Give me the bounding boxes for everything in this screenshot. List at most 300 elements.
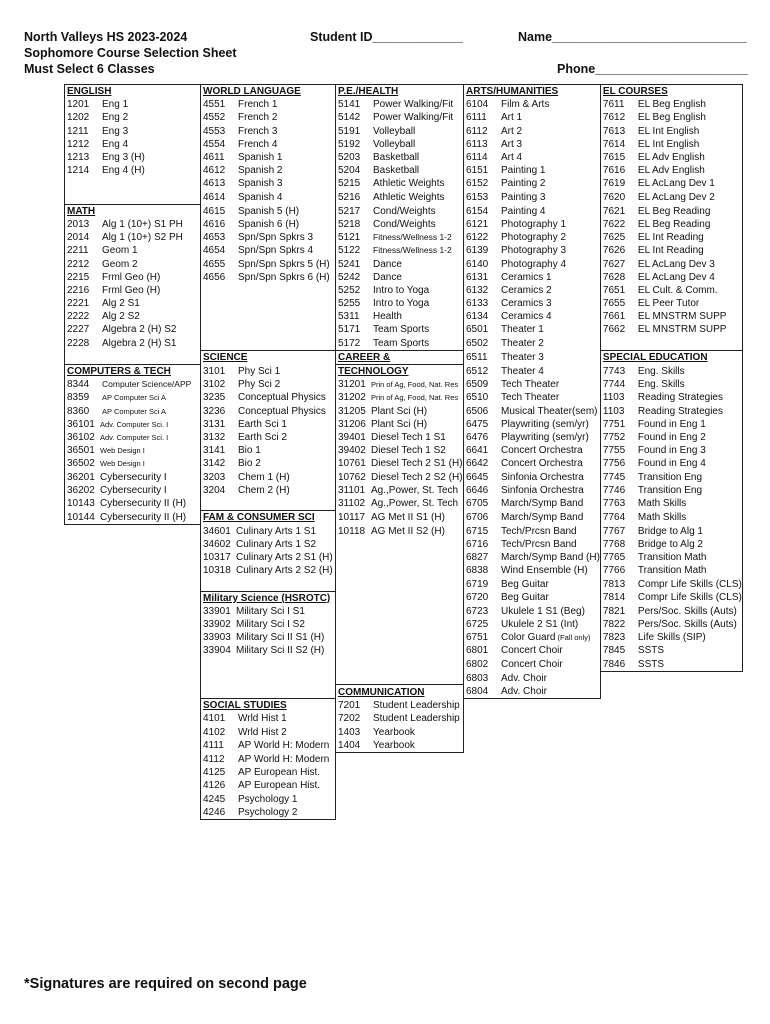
course-code: 31202 — [338, 392, 366, 404]
empty-cell — [65, 577, 201, 591]
course-title: Adv. Computer Sci. I — [100, 419, 169, 429]
course-cell[interactable] — [464, 98, 601, 111]
course-cell[interactable] — [464, 524, 601, 538]
course-cell[interactable] — [336, 739, 464, 753]
course-cell[interactable] — [464, 231, 601, 244]
course-cell[interactable] — [464, 631, 601, 644]
course-cell[interactable] — [201, 457, 336, 470]
course-code: 7823 — [602, 632, 626, 644]
blank-cell — [336, 564, 464, 577]
course-cell[interactable] — [336, 138, 464, 151]
course-cell[interactable] — [65, 444, 201, 457]
course-cell[interactable] — [65, 297, 201, 310]
course-cell[interactable] — [600, 405, 742, 418]
course-cell[interactable] — [336, 284, 464, 297]
course-title: Life Skills (SIP) — [637, 632, 706, 644]
course-cell[interactable] — [201, 125, 336, 138]
course-code: 2014 — [67, 232, 90, 244]
course-cell[interactable] — [464, 538, 601, 551]
course-cell[interactable] — [336, 231, 464, 244]
course-cell[interactable] — [464, 618, 601, 631]
course-cell[interactable] — [600, 457, 742, 470]
course-cell[interactable] — [65, 310, 201, 323]
course-cell[interactable] — [201, 418, 336, 431]
course-cell[interactable] — [600, 218, 742, 231]
course-title: Alg 1 (10+) S2 PH — [102, 232, 183, 244]
course-code: 7628 — [602, 271, 626, 283]
course-cell[interactable] — [464, 337, 601, 351]
course-cell[interactable] — [65, 431, 201, 444]
table-row — [65, 125, 743, 138]
course-cell[interactable] — [336, 191, 464, 205]
course-title: Diesel Tech 1 S2 — [371, 445, 446, 457]
course-cell[interactable] — [201, 204, 336, 218]
course-cell[interactable] — [201, 364, 336, 378]
course-cell[interactable] — [600, 271, 742, 284]
course-cell[interactable] — [201, 98, 336, 111]
course-title: Prin of Ag, Food, Nat. Res — [371, 393, 459, 403]
name-field[interactable]: Name____________________________ — [518, 30, 747, 44]
course-title: Fitness/Wellness 1-2 — [373, 232, 452, 243]
course-cell[interactable] — [464, 577, 601, 591]
course-cell[interactable] — [201, 444, 336, 457]
course-cell[interactable] — [464, 350, 601, 364]
course-cell[interactable] — [464, 204, 601, 218]
course-title: Ukulele 1 S1 (Beg) — [501, 605, 585, 617]
table-row — [65, 538, 743, 551]
empty-cell — [464, 726, 601, 739]
course-cell[interactable] — [336, 444, 464, 457]
course-cell[interactable] — [65, 418, 201, 431]
course-cell[interactable] — [201, 564, 336, 577]
table-row — [65, 511, 743, 525]
course-cell[interactable] — [65, 391, 201, 404]
course-cell[interactable] — [336, 125, 464, 138]
course-cell[interactable] — [65, 98, 201, 111]
course-cell[interactable] — [464, 125, 601, 138]
course-cell[interactable] — [464, 551, 601, 564]
course-cell[interactable] — [600, 497, 742, 511]
course-cell[interactable] — [65, 271, 201, 284]
course-code: 8359 — [67, 392, 90, 404]
course-code: 10317 — [203, 552, 231, 564]
course-title: Conceptual Physics — [238, 392, 326, 404]
course-code: 4102 — [203, 726, 226, 738]
course-cell[interactable] — [600, 431, 742, 444]
course-cell[interactable] — [464, 418, 601, 431]
course-cell[interactable] — [464, 378, 601, 391]
course-cell[interactable] — [600, 605, 742, 618]
course-cell[interactable] — [65, 284, 201, 297]
course-cell[interactable] — [600, 151, 742, 164]
course-code: 6506 — [466, 405, 489, 417]
course-title: EL AcLang Dev 4 — [637, 271, 715, 283]
course-cell[interactable] — [600, 418, 742, 431]
course-cell[interactable] — [201, 644, 336, 657]
empty-cell — [600, 792, 742, 805]
table-row — [65, 591, 743, 605]
course-cell[interactable] — [201, 551, 336, 564]
course-cell[interactable] — [201, 164, 336, 177]
course-cell[interactable] — [464, 457, 601, 470]
course-code: 10318 — [203, 565, 231, 577]
course-code: 6641 — [466, 445, 489, 457]
course-cell[interactable] — [336, 297, 464, 310]
course-code: 6154 — [466, 205, 489, 217]
course-cell[interactable] — [201, 779, 336, 792]
empty-cell — [464, 766, 601, 779]
course-cell[interactable] — [600, 164, 742, 177]
course-code: 6104 — [466, 99, 489, 111]
course-cell[interactable] — [600, 364, 742, 378]
course-cell[interactable] — [600, 191, 742, 205]
course-cell[interactable] — [336, 257, 464, 270]
course-title: French 2 — [238, 112, 278, 124]
course-cell[interactable] — [65, 457, 201, 470]
course-cell[interactable] — [464, 164, 601, 177]
course-title: Chem 2 (H) — [238, 484, 290, 496]
course-cell[interactable] — [600, 577, 742, 591]
course-cell[interactable] — [65, 218, 201, 231]
course-title: Adv. Choir — [501, 672, 547, 684]
course-cell[interactable] — [336, 378, 464, 391]
course-cell[interactable] — [201, 792, 336, 805]
empty-cell — [65, 766, 201, 779]
course-cell[interactable] — [464, 177, 601, 190]
section-heading: FAM & CONSUMER SCI — [201, 511, 336, 525]
course-cell[interactable] — [201, 605, 336, 618]
table-row — [65, 111, 743, 124]
course-title: EL Int English — [637, 125, 700, 137]
course-cell[interactable] — [201, 470, 336, 483]
phone-field[interactable]: Phone______________________ — [557, 62, 749, 76]
course-code: 33904 — [203, 645, 231, 657]
course-cell[interactable] — [464, 244, 601, 257]
empty-cell — [65, 685, 201, 699]
course-title: Plant Sci (H) — [371, 418, 428, 430]
course-cell[interactable] — [201, 752, 336, 766]
course-cell[interactable] — [600, 524, 742, 538]
course-code: 3204 — [203, 484, 226, 496]
course-cell[interactable] — [464, 605, 601, 618]
course-code: 6134 — [466, 311, 489, 323]
course-cell[interactable] — [464, 391, 601, 404]
course-cell[interactable] — [336, 511, 464, 525]
course-title: Wind Ensemble (H) — [501, 565, 588, 577]
course-cell[interactable] — [336, 310, 464, 323]
course-cell[interactable] — [600, 125, 742, 138]
course-cell[interactable] — [600, 551, 742, 564]
course-cell[interactable] — [336, 164, 464, 177]
course-cell[interactable] — [600, 470, 742, 483]
course-cell[interactable] — [65, 231, 201, 244]
course-cell[interactable] — [336, 418, 464, 431]
course-title: Yearbook — [373, 739, 415, 751]
course-cell[interactable] — [464, 658, 601, 672]
course-cell[interactable] — [336, 323, 464, 336]
section-heading: COMPUTERS & TECH — [65, 364, 201, 378]
course-cell[interactable] — [336, 391, 464, 404]
course-cell[interactable] — [464, 364, 601, 378]
course-cell[interactable] — [464, 644, 601, 657]
course-cell[interactable] — [336, 244, 464, 257]
course-code: 6642 — [466, 458, 489, 470]
course-code: 6720 — [466, 592, 489, 604]
course-cell[interactable] — [464, 405, 601, 418]
course-cell[interactable] — [336, 470, 464, 483]
course-cell[interactable] — [201, 378, 336, 391]
course-cell[interactable] — [65, 405, 201, 418]
course-cell[interactable] — [201, 524, 336, 538]
course-cell[interactable] — [201, 231, 336, 244]
course-title: Transition Eng — [637, 471, 703, 483]
course-title: AG Met II S2 (H) — [371, 525, 445, 537]
course-cell[interactable] — [336, 177, 464, 190]
course-cell[interactable] — [65, 470, 201, 483]
course-cell[interactable] — [464, 484, 601, 497]
course-cell[interactable] — [600, 631, 742, 644]
course-title: Geom 1 — [102, 245, 138, 257]
course-cell[interactable] — [336, 98, 464, 111]
course-cell[interactable] — [464, 564, 601, 577]
course-cell[interactable] — [336, 431, 464, 444]
table-row — [65, 671, 743, 685]
section-heading: P.E./HEALTH — [336, 85, 464, 99]
course-cell[interactable] — [65, 151, 201, 164]
course-cell[interactable] — [201, 111, 336, 124]
course-cell[interactable] — [201, 631, 336, 644]
course-title: Athletic Weights — [373, 191, 445, 203]
table-row — [65, 752, 743, 766]
course-cell[interactable] — [600, 618, 742, 631]
table-row — [65, 231, 743, 244]
course-cell[interactable] — [201, 271, 336, 284]
course-title: Spn/Spn Spkrs 6 (H) — [238, 271, 330, 283]
course-cell[interactable] — [336, 699, 464, 713]
course-cell[interactable] — [201, 431, 336, 444]
course-cell[interactable] — [201, 538, 336, 551]
course-cell[interactable] — [464, 685, 601, 699]
section-heading: CAREER & — [336, 350, 464, 364]
blank-cell — [201, 671, 336, 685]
course-cell[interactable] — [65, 323, 201, 336]
course-cell[interactable] — [464, 151, 601, 164]
course-cell[interactable] — [201, 138, 336, 151]
section-heading: MATH — [65, 204, 201, 218]
course-title: French 1 — [238, 99, 278, 111]
course-cell[interactable] — [65, 257, 201, 270]
course-code: 5215 — [338, 178, 361, 190]
course-cell[interactable] — [336, 726, 464, 739]
section-heading: EL COURSES — [600, 85, 742, 99]
empty-cell — [600, 752, 742, 766]
course-cell[interactable] — [600, 177, 742, 190]
course-cell[interactable] — [65, 125, 201, 138]
course-title: Military Sci II S1 (H) — [236, 632, 325, 644]
course-cell[interactable] — [201, 806, 336, 820]
course-title: Culinary Arts 2 S2 (H) — [236, 565, 333, 577]
empty-cell — [65, 671, 201, 685]
course-code: 7751 — [602, 418, 626, 430]
course-cell[interactable] — [464, 191, 601, 205]
table-row — [65, 564, 743, 577]
course-code: 2013 — [67, 218, 90, 230]
course-cell[interactable] — [201, 151, 336, 164]
course-code: 6502 — [466, 337, 489, 349]
course-cell[interactable] — [201, 618, 336, 631]
course-cell[interactable] — [65, 244, 201, 257]
empty-cell — [65, 551, 201, 564]
course-cell[interactable] — [464, 671, 601, 685]
course-cell[interactable] — [336, 457, 464, 470]
course-cell[interactable] — [600, 444, 742, 457]
course-cell[interactable] — [600, 391, 742, 404]
course-cell[interactable] — [464, 138, 601, 151]
course-cell[interactable] — [464, 323, 601, 336]
course-cell[interactable] — [201, 218, 336, 231]
course-cell[interactable] — [201, 484, 336, 497]
course-title: EL Int Reading — [637, 232, 704, 244]
course-cell[interactable] — [65, 138, 201, 151]
course-cell[interactable] — [336, 218, 464, 231]
course-cell[interactable] — [600, 138, 742, 151]
course-cell[interactable] — [600, 111, 742, 124]
course-code: 7752 — [602, 431, 626, 443]
course-cell[interactable] — [464, 271, 601, 284]
table-row — [65, 739, 743, 753]
course-cell[interactable] — [464, 111, 601, 124]
course-code: 6509 — [466, 379, 489, 391]
course-cell[interactable] — [600, 511, 742, 525]
course-cell[interactable] — [201, 726, 336, 739]
course-cell[interactable] — [336, 405, 464, 418]
course-cell[interactable] — [600, 257, 742, 270]
course-title: Eng 1 — [102, 99, 129, 111]
course-cell[interactable] — [600, 378, 742, 391]
course-title: Spn/Spn Spkrs 3 — [238, 232, 314, 244]
course-cell[interactable] — [464, 497, 601, 511]
course-code: 4615 — [203, 205, 226, 217]
course-cell[interactable] — [464, 257, 601, 270]
course-cell[interactable] — [336, 484, 464, 497]
course-cell[interactable] — [201, 244, 336, 257]
course-cell[interactable] — [65, 484, 201, 497]
must-select-note: Must Select 6 Classes — [24, 62, 155, 76]
course-cell[interactable] — [336, 111, 464, 124]
course-title: Transition Eng — [637, 484, 703, 496]
course-cell[interactable] — [336, 497, 464, 511]
course-code: 5192 — [338, 138, 361, 150]
course-cell[interactable] — [600, 658, 742, 672]
course-title: Photography 4 — [501, 258, 567, 270]
course-code: 39401 — [338, 431, 366, 443]
course-cell[interactable] — [65, 497, 201, 511]
course-cell[interactable] — [600, 297, 742, 310]
empty-cell — [65, 591, 201, 605]
course-title: EL Int English — [637, 138, 700, 150]
course-cell[interactable] — [201, 391, 336, 404]
table-row — [65, 631, 743, 644]
table-row — [65, 177, 743, 190]
course-code: 7619 — [602, 178, 626, 190]
course-cell[interactable] — [201, 177, 336, 190]
course-cell[interactable] — [464, 310, 601, 323]
course-cell[interactable] — [600, 538, 742, 551]
course-cell[interactable] — [201, 405, 336, 418]
course-cell[interactable] — [464, 284, 601, 297]
course-title: Dance — [373, 258, 402, 270]
course-cell[interactable] — [65, 164, 201, 177]
course-cell[interactable] — [600, 284, 742, 297]
course-cell[interactable] — [65, 378, 201, 391]
course-cell[interactable] — [464, 511, 601, 525]
course-cell[interactable] — [201, 191, 336, 205]
course-cell[interactable] — [600, 98, 742, 111]
course-cell[interactable] — [65, 511, 201, 525]
course-code: 4101 — [203, 713, 226, 725]
course-cell[interactable] — [600, 564, 742, 577]
empty-cell — [65, 524, 201, 538]
student-id-field[interactable]: Student ID_____________ — [310, 30, 463, 44]
course-cell[interactable] — [600, 310, 742, 323]
course-code: 1403 — [338, 726, 361, 738]
course-cell[interactable] — [600, 591, 742, 605]
course-cell[interactable] — [65, 111, 201, 124]
course-cell[interactable] — [464, 431, 601, 444]
course-cell[interactable] — [201, 766, 336, 779]
course-cell[interactable] — [201, 257, 336, 270]
table-row — [65, 457, 743, 470]
course-cell[interactable] — [201, 712, 336, 725]
course-code: 33903 — [203, 632, 231, 644]
course-cell[interactable] — [464, 297, 601, 310]
course-title: Conceptual Physics — [238, 405, 326, 417]
course-code: 10761 — [338, 458, 366, 470]
course-cell[interactable] — [600, 484, 742, 497]
course-title: Spn/Spn Spkrs 5 (H) — [238, 258, 330, 270]
course-title: Eng 4 — [102, 138, 129, 150]
course-cell[interactable] — [336, 204, 464, 218]
course-title: AG Met II S1 (H) — [371, 511, 445, 523]
course-title: Tech/Prcsn Band — [501, 525, 577, 537]
course-cell[interactable] — [336, 712, 464, 725]
course-cell[interactable] — [65, 337, 201, 351]
course-cell[interactable] — [600, 244, 742, 257]
course-cell[interactable] — [464, 470, 601, 483]
course-code: 36102 — [67, 431, 95, 443]
course-cell[interactable] — [336, 524, 464, 538]
course-cell[interactable] — [336, 151, 464, 164]
course-cell[interactable] — [600, 644, 742, 657]
course-title: Spanish 3 — [238, 178, 283, 190]
table-row — [65, 726, 743, 739]
course-cell[interactable] — [336, 271, 464, 284]
empty-cell — [65, 806, 201, 820]
course-cell[interactable] — [600, 204, 742, 218]
course-cell[interactable] — [600, 231, 742, 244]
course-cell[interactable] — [201, 739, 336, 753]
course-cell[interactable] — [464, 444, 601, 457]
course-code: 6801 — [466, 645, 489, 657]
course-title: EL Int Reading — [637, 245, 704, 257]
course-cell[interactable] — [600, 323, 742, 336]
course-cell[interactable] — [464, 591, 601, 605]
course-cell[interactable] — [464, 218, 601, 231]
course-cell[interactable] — [336, 337, 464, 351]
course-code: 10118 — [338, 525, 366, 537]
course-title: Psychology 2 — [238, 806, 298, 818]
course-code: 1211 — [67, 125, 89, 137]
